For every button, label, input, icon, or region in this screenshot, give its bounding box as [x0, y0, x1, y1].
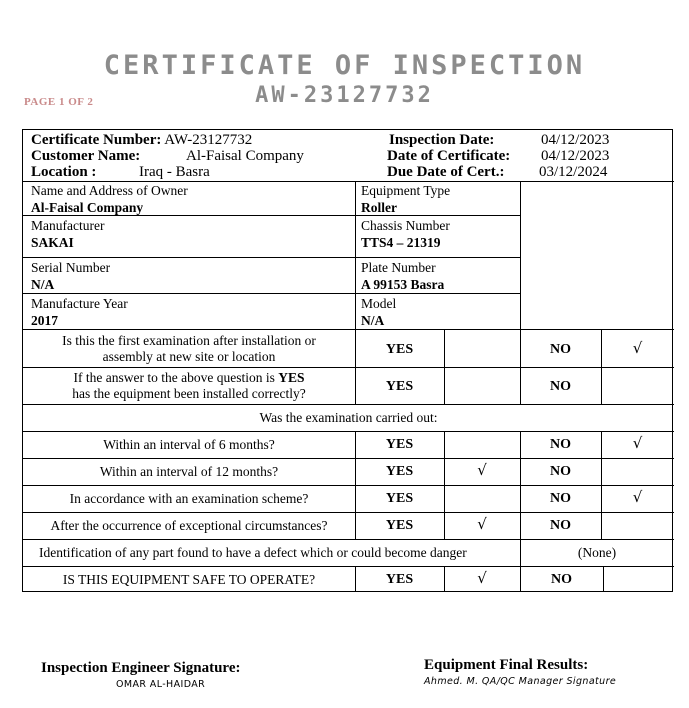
no-label: NO	[550, 464, 571, 479]
check-mark: √	[632, 488, 643, 506]
due-date-label: Due Date of Cert.:	[387, 164, 505, 180]
equipment-type-label: Equipment Type	[361, 183, 451, 198]
customer-name: Al-Faisal Company	[186, 148, 304, 164]
manufacture-year-value: 2017	[31, 313, 58, 328]
inspection-table	[22, 129, 673, 592]
certificate-title: CERTIFICATE OF INSPECTION	[103, 50, 586, 81]
owner-label: Name and Address of Owner	[31, 183, 188, 198]
location-label: Location :	[31, 164, 97, 180]
question-installed-correctly-line2: has the equipment been installed correctly?	[72, 386, 306, 401]
engineer-signature-label: Inspection Engineer Signature:	[41, 660, 241, 676]
inspection-date-label: Inspection Date:	[389, 132, 495, 148]
customer-name-label: Customer Name:	[31, 148, 141, 164]
due-date: 03/12/2024	[539, 164, 608, 180]
final-results-label: Equipment Final Results:	[424, 657, 589, 673]
no-label: NO	[550, 437, 571, 452]
no-label: NO	[550, 518, 571, 533]
yes-label: YES	[385, 572, 414, 587]
defect-identification-label: Identification of any part found to have a defect which or could become danger	[39, 545, 467, 560]
certificate-number: AW-23127732	[164, 132, 253, 148]
yes-label: YES	[385, 342, 414, 357]
check-mark: √	[477, 569, 487, 587]
check-mark: √	[477, 515, 487, 533]
yes-label: YES	[385, 379, 414, 394]
equipment-type-value: Roller	[361, 200, 397, 215]
inspection-date: 04/12/2023	[541, 132, 610, 148]
owner-value: Al-Faisal Company	[31, 200, 144, 215]
location: Iraq - Basra	[139, 164, 210, 180]
chassis-number-label: Chassis Number	[361, 218, 450, 233]
plate-number-value: A 99153 Basra	[361, 277, 445, 292]
manufacture-year-label: Manufacture Year	[31, 296, 128, 311]
question-first-examination-line2: assembly at new site or location	[102, 349, 276, 364]
plate-number-label: Plate Number	[361, 260, 436, 275]
question-safe-to-operate: IS THIS EQUIPMENT SAFE TO OPERATE?	[62, 572, 316, 587]
yes-label: YES	[385, 437, 414, 452]
no-label: NO	[550, 491, 571, 506]
question-interval-12-months: Within an interval of 12 months?	[99, 464, 279, 479]
certificate-date: 04/12/2023	[541, 148, 610, 164]
question-installed-correctly-line1: If the answer to the above question is YES	[73, 370, 305, 385]
section-examination-carried-out: Was the examination carried out:	[259, 410, 438, 425]
yes-label: YES	[385, 491, 414, 506]
check-mark: √	[632, 339, 643, 357]
no-label: NO	[551, 572, 572, 587]
no-label: NO	[550, 342, 571, 357]
engineer-signature: OMAR AL-HAIDAR	[116, 679, 206, 690]
chassis-number-value: TTS4 – 21319	[361, 235, 441, 250]
model-label: Model	[361, 296, 397, 311]
question-exceptional-circumstances: After the occurrence of exceptional circumstances?	[50, 518, 328, 533]
manufacturer-value: SAKAI	[31, 235, 74, 250]
certificate-date-label: Date of Certificate:	[387, 148, 511, 164]
serial-number-value: N/A	[31, 277, 55, 292]
question-interval-6-months: Within an interval of 6 months?	[103, 437, 275, 452]
yes-label: YES	[385, 518, 414, 533]
defect-identification-value: (None)	[577, 545, 617, 560]
serial-number-label: Serial Number	[31, 260, 111, 275]
page-indicator: PAGE 1 OF 2	[24, 96, 94, 108]
check-mark: √	[632, 434, 643, 452]
manufacturer-label: Manufacturer	[31, 218, 105, 233]
question-examination-scheme: In accordance with an examination scheme?	[69, 491, 309, 506]
check-mark: √	[477, 461, 487, 479]
certificate-number-row: Certificate Number: AW-23127732	[31, 132, 253, 148]
yes-label: YES	[385, 464, 414, 479]
certificate-subtitle: AW-23127732	[255, 83, 434, 108]
question-first-examination-line1: Is this the first examination after installation or	[62, 333, 316, 348]
no-label: NO	[550, 379, 571, 394]
manager-signature: Ahmed. M. QA/QC Manager Signature	[424, 676, 617, 687]
model-value: N/A	[361, 313, 385, 328]
